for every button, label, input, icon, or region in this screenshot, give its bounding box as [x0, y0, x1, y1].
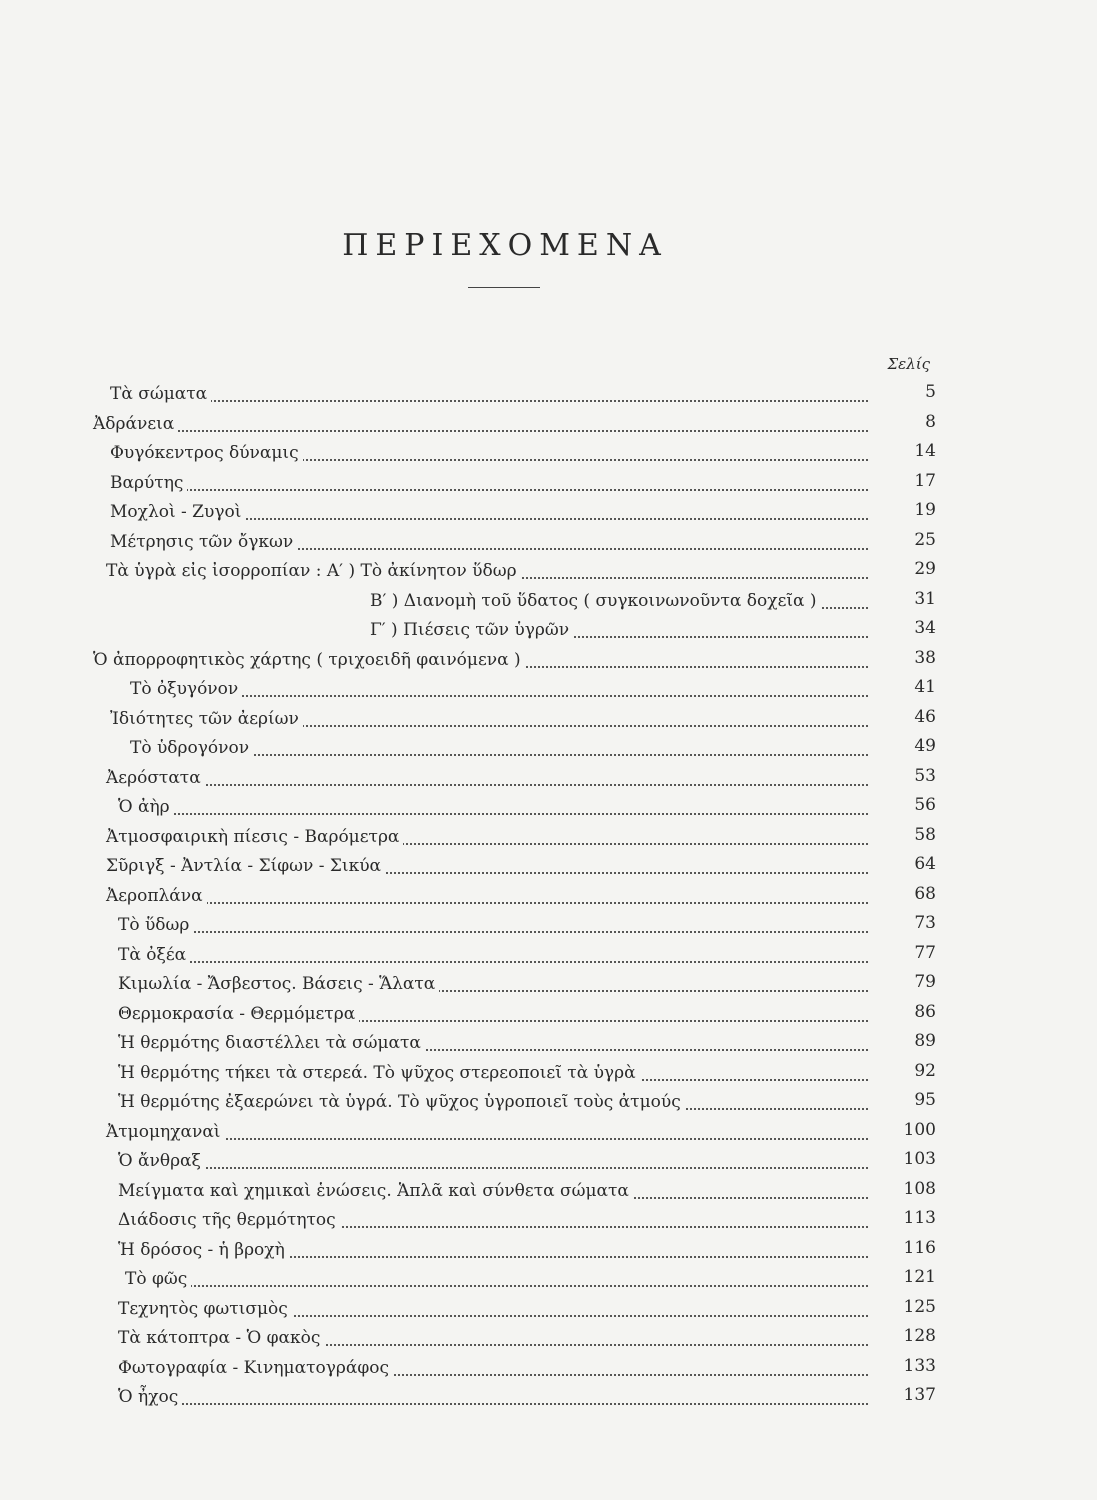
toc-entry-title: Τὰ ὀξέα	[118, 945, 190, 965]
toc-entry	[0, 587, 1097, 617]
toc-entry-page: 64	[914, 854, 936, 874]
toc-entry	[0, 970, 1097, 1000]
toc-entry-title: Βαρύτης	[110, 473, 187, 493]
toc-entry	[0, 1324, 1097, 1354]
toc-entry-title: Ὁ ἀπορροφητικὸς χάρτης ( τριχοειδῆ φαινόμενα )	[93, 650, 525, 670]
toc-entry-title: Ἀδράνεια	[93, 414, 178, 434]
toc-entry-page: 49	[914, 736, 936, 756]
toc-entry-title: Σῦριγξ - Ἀντλία - Σίφων - Σικύα	[106, 856, 385, 876]
toc-entry	[0, 911, 1097, 941]
toc-entry-title: Ἡ θερμότης ἐξαερώνει τὰ ὑγρά. Τὸ ψῦχος ὑγροποιεῖ τοὺς ἀτμούς	[118, 1092, 685, 1112]
toc-entry-title: Ὁ ἄνθραξ	[118, 1151, 205, 1171]
toc-entry	[0, 793, 1097, 823]
toc-entry-page: 86	[914, 1001, 936, 1022]
toc-entry	[0, 823, 1097, 853]
toc-entry	[0, 1354, 1097, 1384]
toc-entry-title: Τὰ σώματα	[110, 384, 211, 404]
toc-entry	[0, 1265, 1097, 1295]
toc-entry-page: 34	[914, 618, 936, 638]
dot-leader	[118, 947, 868, 963]
toc-entry-title: Ἰδιότητες τῶν ἀερίων	[110, 709, 303, 729]
toc-entry-page: 8	[925, 411, 936, 432]
page-title: ΠΕΡΙΕΧΟΜΕΝΑ	[342, 228, 668, 263]
dot-leader	[93, 416, 868, 432]
toc-entry	[0, 705, 1097, 735]
dot-leader	[118, 1389, 868, 1405]
toc-entry	[0, 734, 1097, 764]
toc-entry-page: 89	[914, 1031, 936, 1051]
toc-entry-page: 41	[914, 677, 936, 697]
toc-entry-title: Τὰ κάτοπτρα - Ὁ φακὸς	[118, 1328, 324, 1348]
toc-entry-title: Ἡ θερμότης τήκει τὰ στερεά. Τὸ ψῦχος στερεοποιεῖ τὰ ὑγρὰ	[118, 1063, 640, 1083]
toc-entry-title: Ὁ ἦχος	[118, 1387, 182, 1407]
dot-leader	[110, 475, 868, 491]
toc-entry-title: Τὸ ὑδρογόνον	[130, 738, 253, 758]
toc-entry-page: 77	[914, 942, 936, 963]
toc-entry	[0, 1118, 1097, 1148]
toc-entry-title: Φωτογραφία - Κινηματογράφος	[118, 1358, 393, 1378]
toc-entry	[0, 1147, 1097, 1177]
toc-entry-title: Ἀτμοσφαιρικὴ πίεσις - Βαρόμετρα	[106, 827, 403, 847]
toc-entry	[0, 1295, 1097, 1325]
toc-entry-page: 113	[903, 1208, 936, 1228]
toc-entry-page: 58	[914, 824, 936, 845]
toc-entry-title: Μείγματα καὶ χημικαὶ ἑνώσεις. Ἁπλᾶ καὶ σύνθετα σώματα	[118, 1181, 633, 1201]
toc-entry-page: 25	[914, 529, 936, 550]
toc-entry-title: Τὸ ὕδωρ	[118, 915, 193, 935]
toc-entry	[0, 852, 1097, 882]
toc-entry	[0, 1383, 1097, 1413]
dot-leader	[125, 1271, 868, 1287]
dot-leader	[106, 888, 868, 904]
toc-entry-page: 125	[903, 1296, 936, 1317]
toc-entry	[0, 498, 1097, 528]
pages-column-header: Σελίς	[887, 355, 930, 373]
toc-entry	[0, 557, 1097, 587]
table-of-contents	[0, 380, 1097, 1413]
toc-entry-title: Τὸ ὀξυγόνον	[130, 679, 242, 699]
toc-entry-title: Τὸ φῶς	[125, 1269, 191, 1289]
toc-entry-page: 14	[914, 441, 936, 461]
toc-entry-title: Θερμοκρασία - Θερμόμετρα	[118, 1004, 359, 1024]
toc-entry-title: Ἡ θερμότης διαστέλλει τὰ σώματα	[118, 1033, 425, 1053]
toc-entry	[0, 646, 1097, 676]
toc-entry-title: Τεχνητὸς φωτισμὸς	[118, 1299, 292, 1319]
toc-entry	[0, 1029, 1097, 1059]
toc-entry-page: 95	[914, 1090, 936, 1110]
toc-entry-page: 79	[914, 972, 936, 992]
toc-entry-title: Τὰ ὑγρὰ εἰς ἰσορροπίαν : Α′ ) Τὸ ἀκίνητον ὕδωρ	[106, 561, 521, 581]
dot-leader	[106, 770, 868, 786]
toc-entry-title: Μέτρησις τῶν ὄγκων	[110, 532, 297, 552]
toc-entry	[0, 1000, 1097, 1030]
dot-leader	[110, 386, 868, 402]
toc-entry-page: 19	[914, 500, 936, 520]
toc-entry	[0, 1088, 1097, 1118]
toc-entry-page: 137	[903, 1385, 936, 1405]
toc-entry-page: 116	[903, 1237, 936, 1258]
toc-entry-title: Ὁ ἀὴρ	[118, 797, 174, 817]
dot-leader	[118, 1153, 868, 1169]
toc-entry-title: Ἡ δρόσος - ἡ βροχὴ	[118, 1240, 289, 1260]
toc-entry	[0, 764, 1097, 794]
toc-entry-page: 128	[903, 1326, 936, 1346]
toc-entry-title: Κιμωλία - Ἄσβεστος. Βάσεις - Ἅλατα	[118, 974, 439, 994]
toc-entry-title: Ἀτμομηχαναὶ	[106, 1122, 224, 1142]
toc-entry	[0, 439, 1097, 469]
dot-leader	[118, 799, 868, 815]
toc-entry-title: Διάδοσις τῆς θερμότητος	[118, 1210, 340, 1230]
toc-entry-page: 29	[914, 559, 936, 579]
toc-entry	[0, 675, 1097, 705]
toc-entry-page: 73	[914, 913, 936, 933]
toc-entry	[0, 410, 1097, 440]
toc-entry-page: 17	[914, 470, 936, 491]
toc-entry	[0, 528, 1097, 558]
toc-entry	[0, 616, 1097, 646]
toc-entry-title: Ἀερόστατα	[106, 768, 205, 788]
toc-entry	[0, 380, 1097, 410]
toc-entry-title: Β′ ) Διανομὴ τοῦ ὕδατος ( συγκοινωνοῦντα δοχεῖα )	[370, 591, 821, 611]
toc-entry	[0, 1206, 1097, 1236]
toc-entry	[0, 882, 1097, 912]
toc-entry-page: 38	[914, 647, 936, 668]
toc-entry-page: 103	[903, 1149, 936, 1169]
toc-entry-page: 5	[925, 382, 936, 402]
dot-leader	[118, 917, 868, 933]
toc-entry-page: 100	[903, 1119, 936, 1140]
toc-entry	[0, 469, 1097, 499]
toc-entry-page: 133	[903, 1355, 936, 1376]
toc-entry-title: Μοχλοὶ - Ζυγοὶ	[110, 502, 245, 522]
toc-entry	[0, 1059, 1097, 1089]
toc-entry-page: 108	[903, 1178, 936, 1199]
toc-entry-page: 92	[914, 1060, 936, 1081]
toc-entry-title: Ἀεροπλάνα	[106, 886, 207, 906]
toc-entry-page: 53	[914, 765, 936, 786]
toc-entry-page: 46	[914, 706, 936, 727]
toc-entry-title: Γ′ ) Πιέσεις τῶν ὑγρῶν	[370, 620, 573, 640]
toc-entry-page: 121	[903, 1267, 936, 1287]
toc-entry-title: Φυγόκεντρος δύναμις	[110, 443, 303, 463]
toc-entry	[0, 941, 1097, 971]
toc-entry	[0, 1236, 1097, 1266]
toc-entry-page: 56	[914, 795, 936, 815]
toc-entry-page: 31	[914, 588, 936, 609]
toc-entry-page: 68	[914, 883, 936, 904]
toc-entry	[0, 1177, 1097, 1207]
title-divider	[468, 287, 540, 288]
